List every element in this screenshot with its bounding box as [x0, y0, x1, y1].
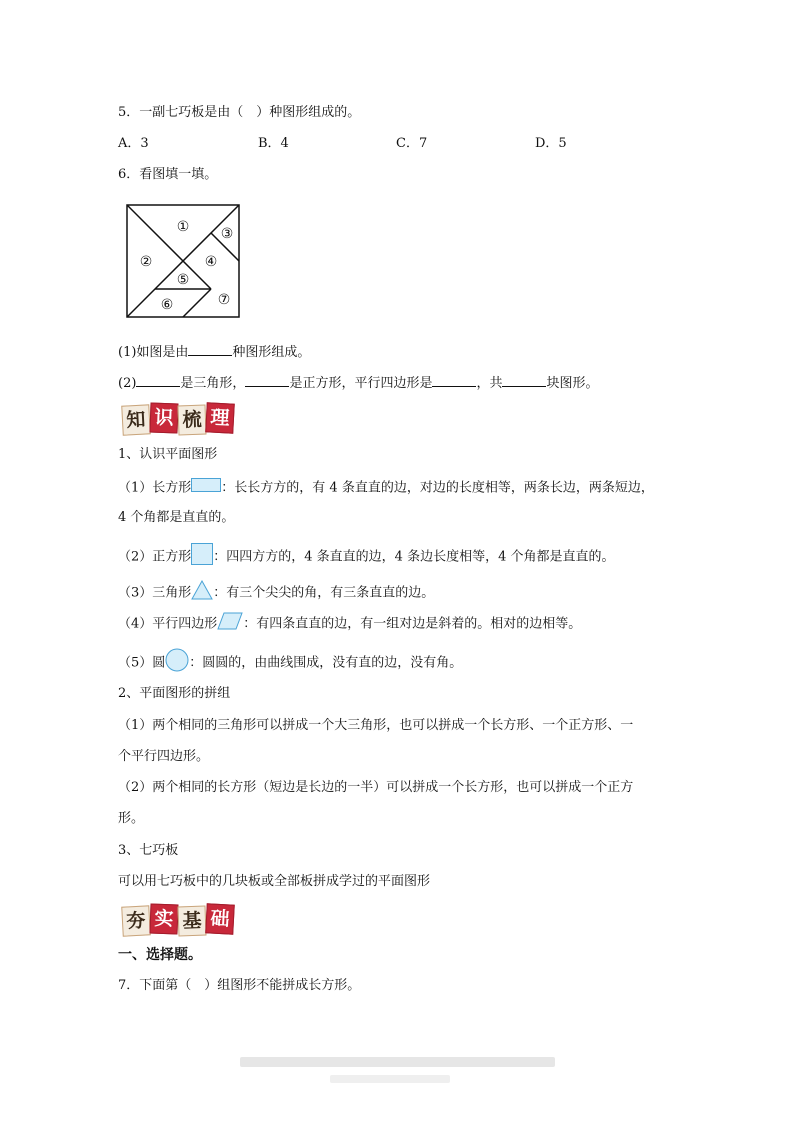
q6-sub2-text-3: ，共: [476, 376, 503, 391]
section2-title: 2、平面图形的拼组: [118, 686, 231, 701]
rectangle-line: [118, 478, 654, 498]
tangram-label-5: ⑤: [176, 272, 190, 288]
rectangle-icon: [191, 478, 221, 498]
banner1-char-4: 理: [205, 402, 235, 433]
q6-sub2-blank-2[interactable]: [245, 374, 289, 387]
banner1-char-1: 知: [121, 404, 151, 435]
banner2-char-4: 础: [205, 903, 235, 934]
banner1-char-2: 识: [149, 403, 178, 434]
q5-option-d[interactable]: D．5: [535, 136, 567, 151]
section2-para2-line2: 形。: [118, 811, 145, 826]
rectangle-label: （1）长方形: [118, 480, 192, 496]
q5-option-c[interactable]: C．7: [396, 136, 428, 151]
circle-line: [118, 648, 462, 678]
footer-watermark-2: [330, 1075, 450, 1083]
tangram-label-4: ④: [204, 254, 218, 270]
q6-stem: 6．看图填一填。: [118, 167, 218, 182]
triangle-label: （3）三角形: [118, 585, 192, 601]
circle-label: （5）圆: [118, 655, 166, 671]
banner-knowledge-review: [120, 402, 240, 434]
parallelogram-icon: [217, 612, 243, 636]
tangram-figure: [126, 204, 242, 320]
square-line: [118, 543, 615, 571]
tangram-label-3: ③: [220, 226, 234, 242]
q6-sub1-blank[interactable]: [188, 343, 232, 356]
q7-stem: 7．下面第（ ）组图形不能拼成长方形。: [118, 978, 361, 993]
parallelogram-label: （4）平行四边形: [118, 616, 218, 632]
banner2-char-3: 基: [177, 906, 206, 937]
section3-paragraph: 可以用七巧板中的几块板或全部板拼成学过的平面图形: [118, 874, 431, 889]
square-icon: [191, 543, 213, 571]
q6-sub1-suffix: 种图形组成。: [232, 345, 311, 360]
q6-sub1-prefix: (1)如图是由: [118, 345, 189, 360]
triangle-icon: [191, 580, 213, 606]
q6-sub1: [118, 343, 310, 362]
section1-title: 1、认识平面图形: [118, 447, 218, 462]
circle-icon: [165, 648, 189, 678]
q6-sub2-suffix: 块图形。: [546, 376, 599, 391]
tangram-label-7: ⑦: [217, 292, 231, 308]
tangram-label-1: ①: [176, 219, 190, 235]
rectangle-line-2: 4 个角都是直直的。: [118, 510, 235, 525]
section2-para2-line1: （2）两个相同的长方形（短边是长边的一半）可以拼成一个长方形，也可以拼成一个正方: [118, 780, 634, 795]
section3-title: 3、七巧板: [118, 843, 179, 858]
banner-solid-foundation: [120, 903, 240, 935]
q5-option-a[interactable]: A．3: [118, 136, 149, 151]
circle-desc: ：圆圆的，由曲线围成，没有直的边，没有角。: [189, 655, 463, 671]
q6-sub2-text-2: 是正方形，平行四边形是: [289, 376, 433, 391]
parallelogram-line: [118, 612, 581, 636]
banner1-char-3: 梳: [177, 405, 206, 436]
triangle-line: [118, 580, 434, 606]
tangram-label-2: ②: [139, 254, 153, 270]
q6-sub2-blank-1[interactable]: [136, 374, 180, 387]
tangram-label-6: ⑥: [160, 297, 174, 313]
q6-sub2-text-1: 是三角形，: [180, 376, 246, 391]
q6-sub2: [118, 374, 598, 393]
banner2-char-1: 夯: [121, 905, 151, 936]
footer-watermark: [240, 1057, 555, 1067]
banner2-char-2: 实: [149, 904, 178, 935]
q6-sub2-prefix: (2): [118, 376, 137, 391]
section2-para1-line2: 个平行四边形。: [118, 749, 210, 764]
section-title-choice: 一、选择题。: [118, 947, 202, 963]
rectangle-desc: ：长长方方的，有 4 条直直的边，对边的长度相等，两条长边，两条短边，: [221, 480, 654, 496]
q5-stem: 5．一副七巧板是由（ ）种图形组成的。: [118, 105, 361, 120]
parallelogram-desc: ：有四条直直的边，有一组对边是斜着的。相对的边相等。: [243, 616, 582, 632]
q6-sub2-blank-4[interactable]: [502, 374, 546, 387]
triangle-desc: ：有三个尖尖的角，有三条直直的边。: [213, 585, 435, 601]
q5-option-b[interactable]: B．4: [258, 136, 289, 151]
square-desc: ：四四方方的，4 条直直的边，4 条边长度相等，4 个角都是直直的。: [213, 549, 615, 565]
q6-sub2-blank-3[interactable]: [432, 374, 476, 387]
section2-para1-line1: （1）两个相同的三角形可以拼成一个大三角形，也可以拼成一个长方形、一个正方形、一: [118, 718, 634, 733]
square-label: （2）正方形: [118, 549, 192, 565]
